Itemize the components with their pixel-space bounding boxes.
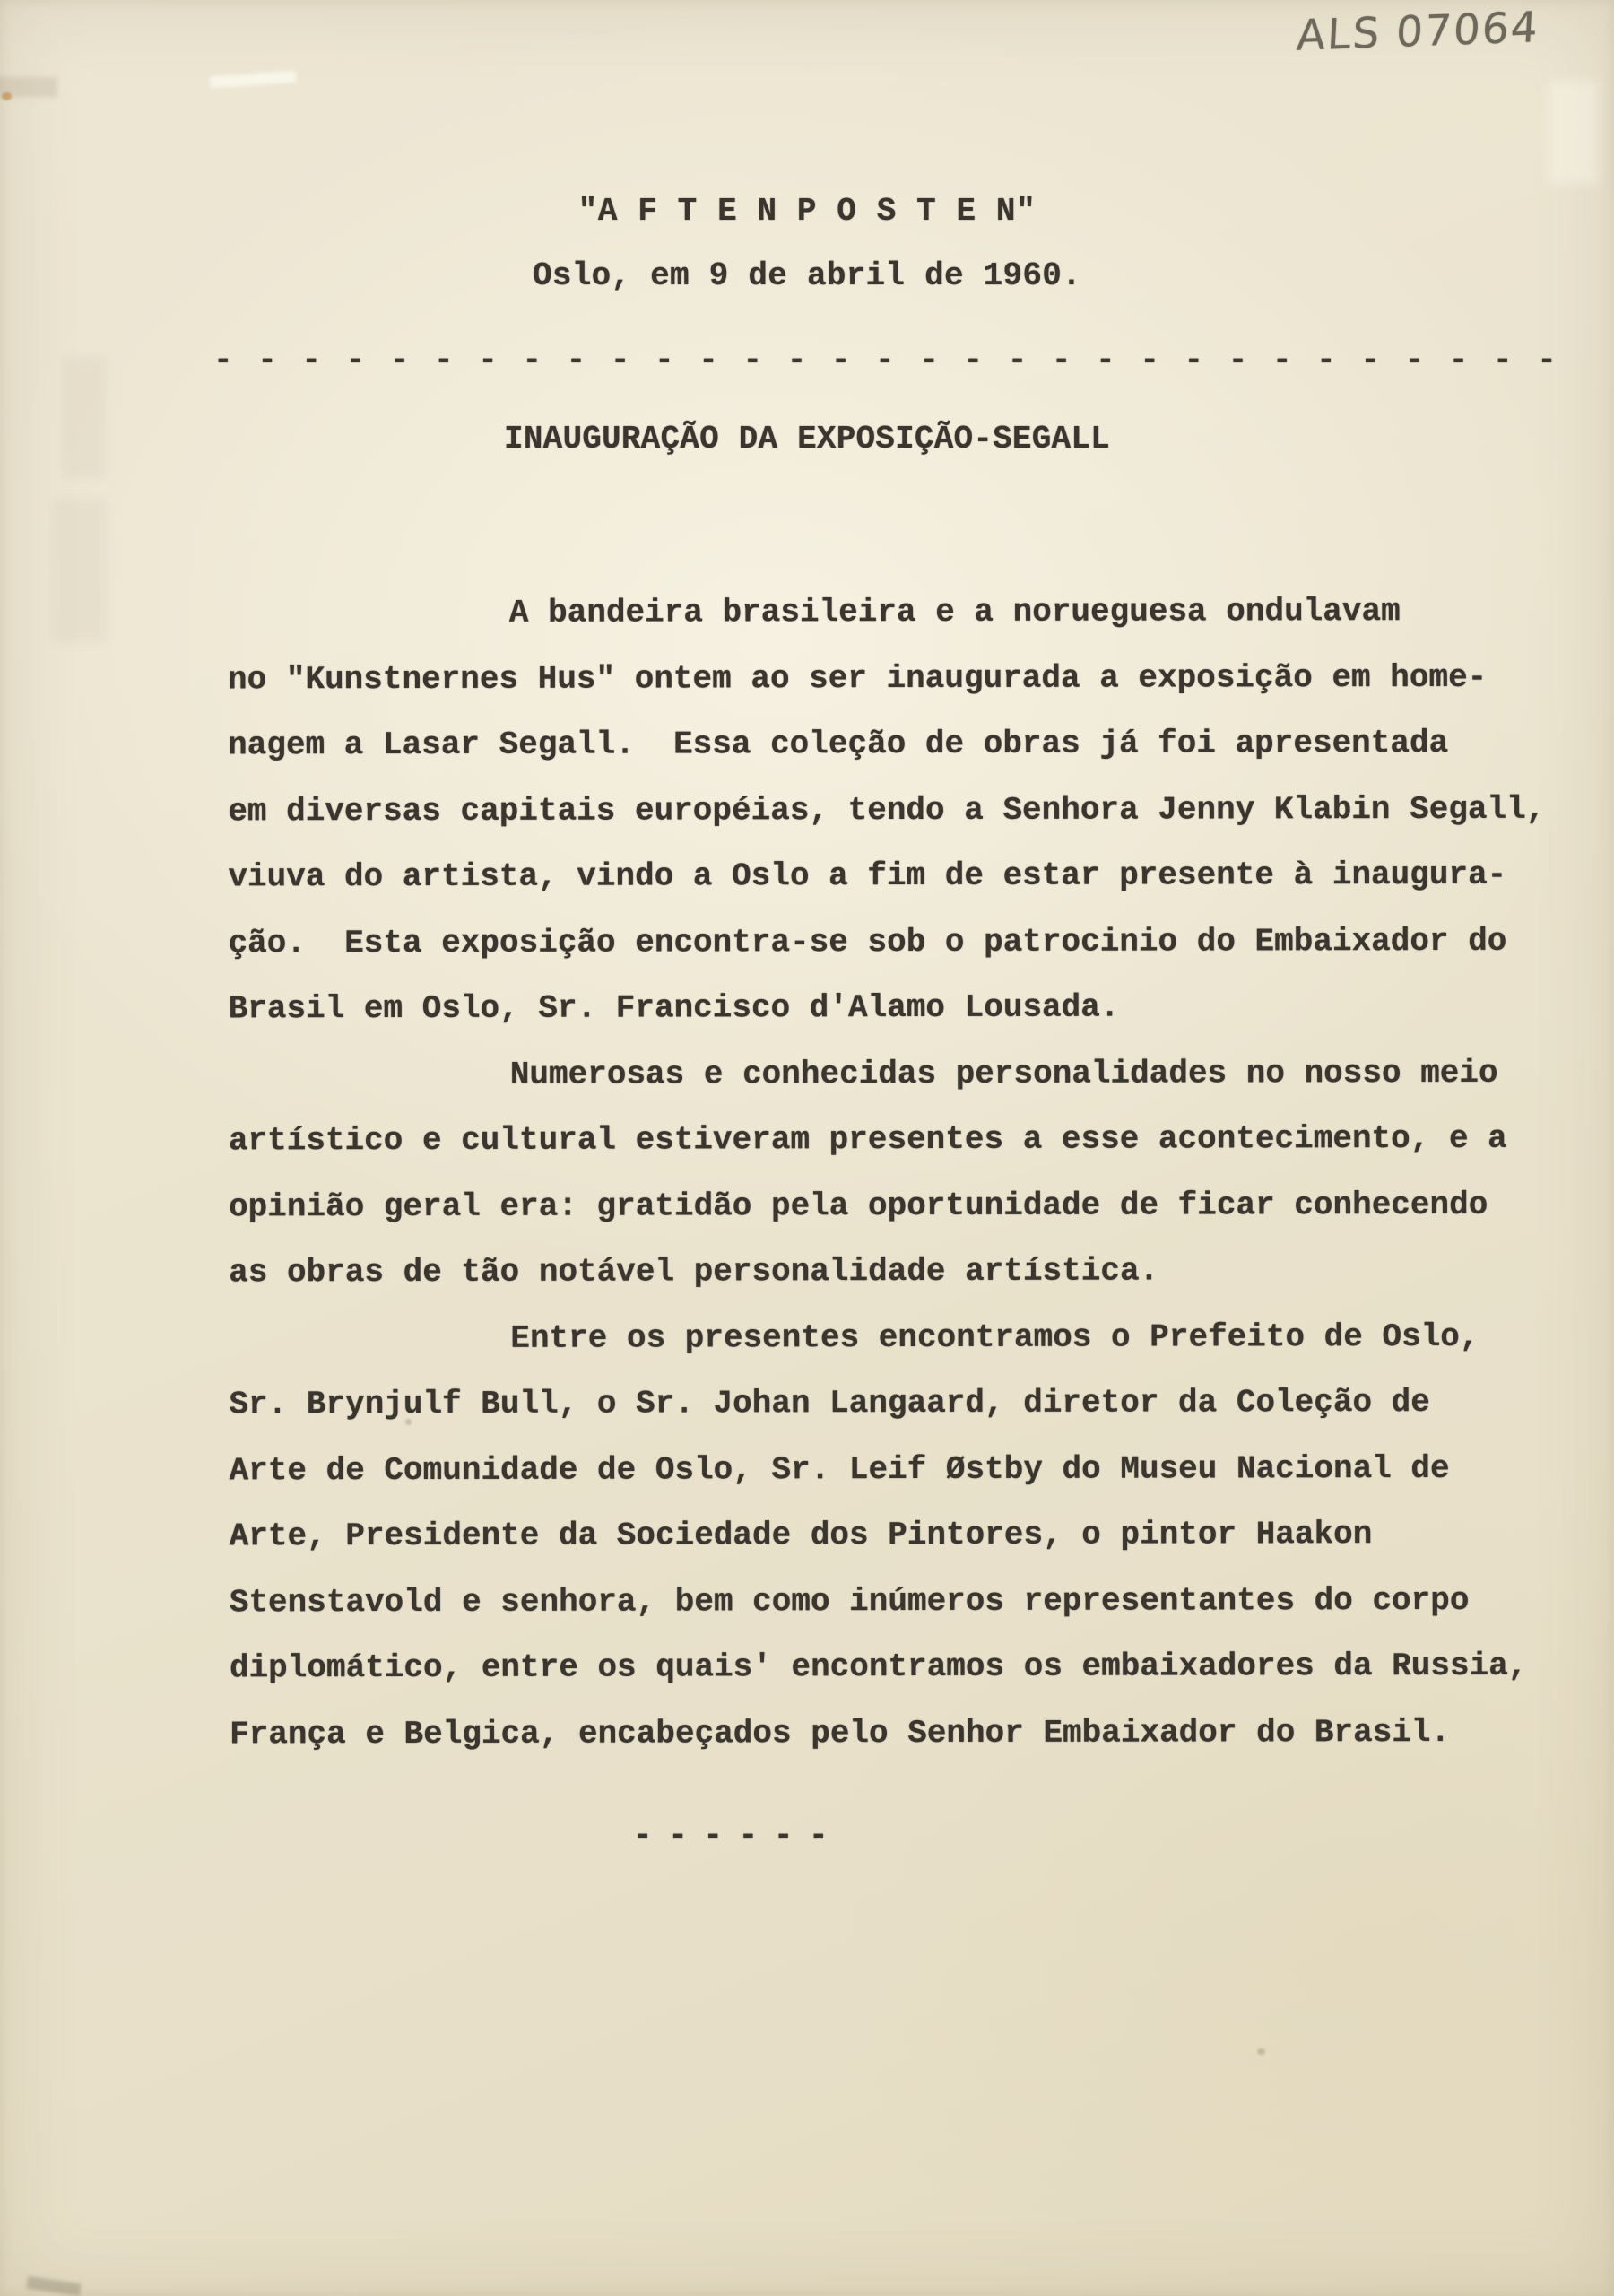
typed-line: Brasil em Oslo, Sr. Francisco d'Alamo Lousada.: [228, 988, 1120, 1028]
dateline: Oslo, em 9 de abril de 1960.: [533, 257, 1081, 294]
typed-line: as obras de tão notável personalidade artística.: [229, 1252, 1159, 1292]
typed-line: nagem a Lasar Segall. Essa coleção de obras já foi apresentada: [228, 724, 1449, 764]
typed-dashed-divider: - - - - - - - - - - - - - - - - - - - - - - - - - - - - - - -: [213, 342, 1559, 378]
catalog-number-annotation: ALS 07064: [1295, 3, 1540, 61]
publication-name: "A F T E N P O S T E N": [577, 193, 1037, 230]
typed-line: diplomático, entre os quais' encontramos os embaixadores da Russia,: [229, 1647, 1528, 1687]
typed-line: Stenstavold e senhora, bem como inúmeros representantes do corpo: [229, 1581, 1470, 1621]
typed-line: ção. Esta exposição encontra-se sob o patrocinio do Embaixador do: [228, 922, 1507, 961]
typed-line: Numerosas e conhecidas personalidades no nosso meio: [509, 1054, 1498, 1093]
typed-line: opinião geral era: gratidão pela oportunidade de ficar conhecendo: [229, 1186, 1488, 1225]
article-title: INAUGURAÇÃO DA EXPOSIÇÃO-SEGALL: [504, 421, 1110, 457]
typed-line: no "Kunstnernes Hus" ontem ao ser inaugurada a exposição em home-: [228, 658, 1488, 698]
paper-smudge: [2, 92, 12, 100]
paper-smudge: [1548, 81, 1598, 184]
paper-speck: [1257, 2048, 1265, 2055]
typed-line: viuva do artista, vindo a Oslo a fim de estar presente à inaugura-: [228, 856, 1507, 896]
typed-line: A bandeira brasileira e a norueguesa ondulavam: [508, 593, 1401, 631]
typed-line: em diversas capitais européias, tendo a Senhora Jenny Klabin Segall,: [228, 790, 1546, 830]
typed-line: Sr. Brynjulf Bull, o Sr. Johan Langaard, diretor da Coleção de: [229, 1383, 1430, 1423]
typed-line: Arte, Presidente da Sociedade dos Pintores, o pintor Haakon: [229, 1516, 1373, 1555]
end-of-article-rule: - - - - - -: [633, 1817, 827, 1854]
typed-line: França e Belgica, encabeçados pelo Senhor Embaixador do Brasil.: [230, 1713, 1451, 1752]
paper-smudge: [26, 2276, 81, 2296]
typed-line: Arte de Comunidade de Oslo, Sr. Leif Østby do Museu Nacional de: [229, 1449, 1450, 1489]
paper-smudge: [0, 77, 57, 97]
paper-scratch: [210, 71, 297, 89]
typed-line: artístico e cultural estiveram presentes a esse acontecimento, e a: [228, 1119, 1507, 1160]
paper-smudge: [54, 499, 106, 642]
article-body: [228, 578, 1592, 1768]
typed-line: Entre os presentes encontramos o Prefeito de Oslo,: [510, 1318, 1480, 1357]
